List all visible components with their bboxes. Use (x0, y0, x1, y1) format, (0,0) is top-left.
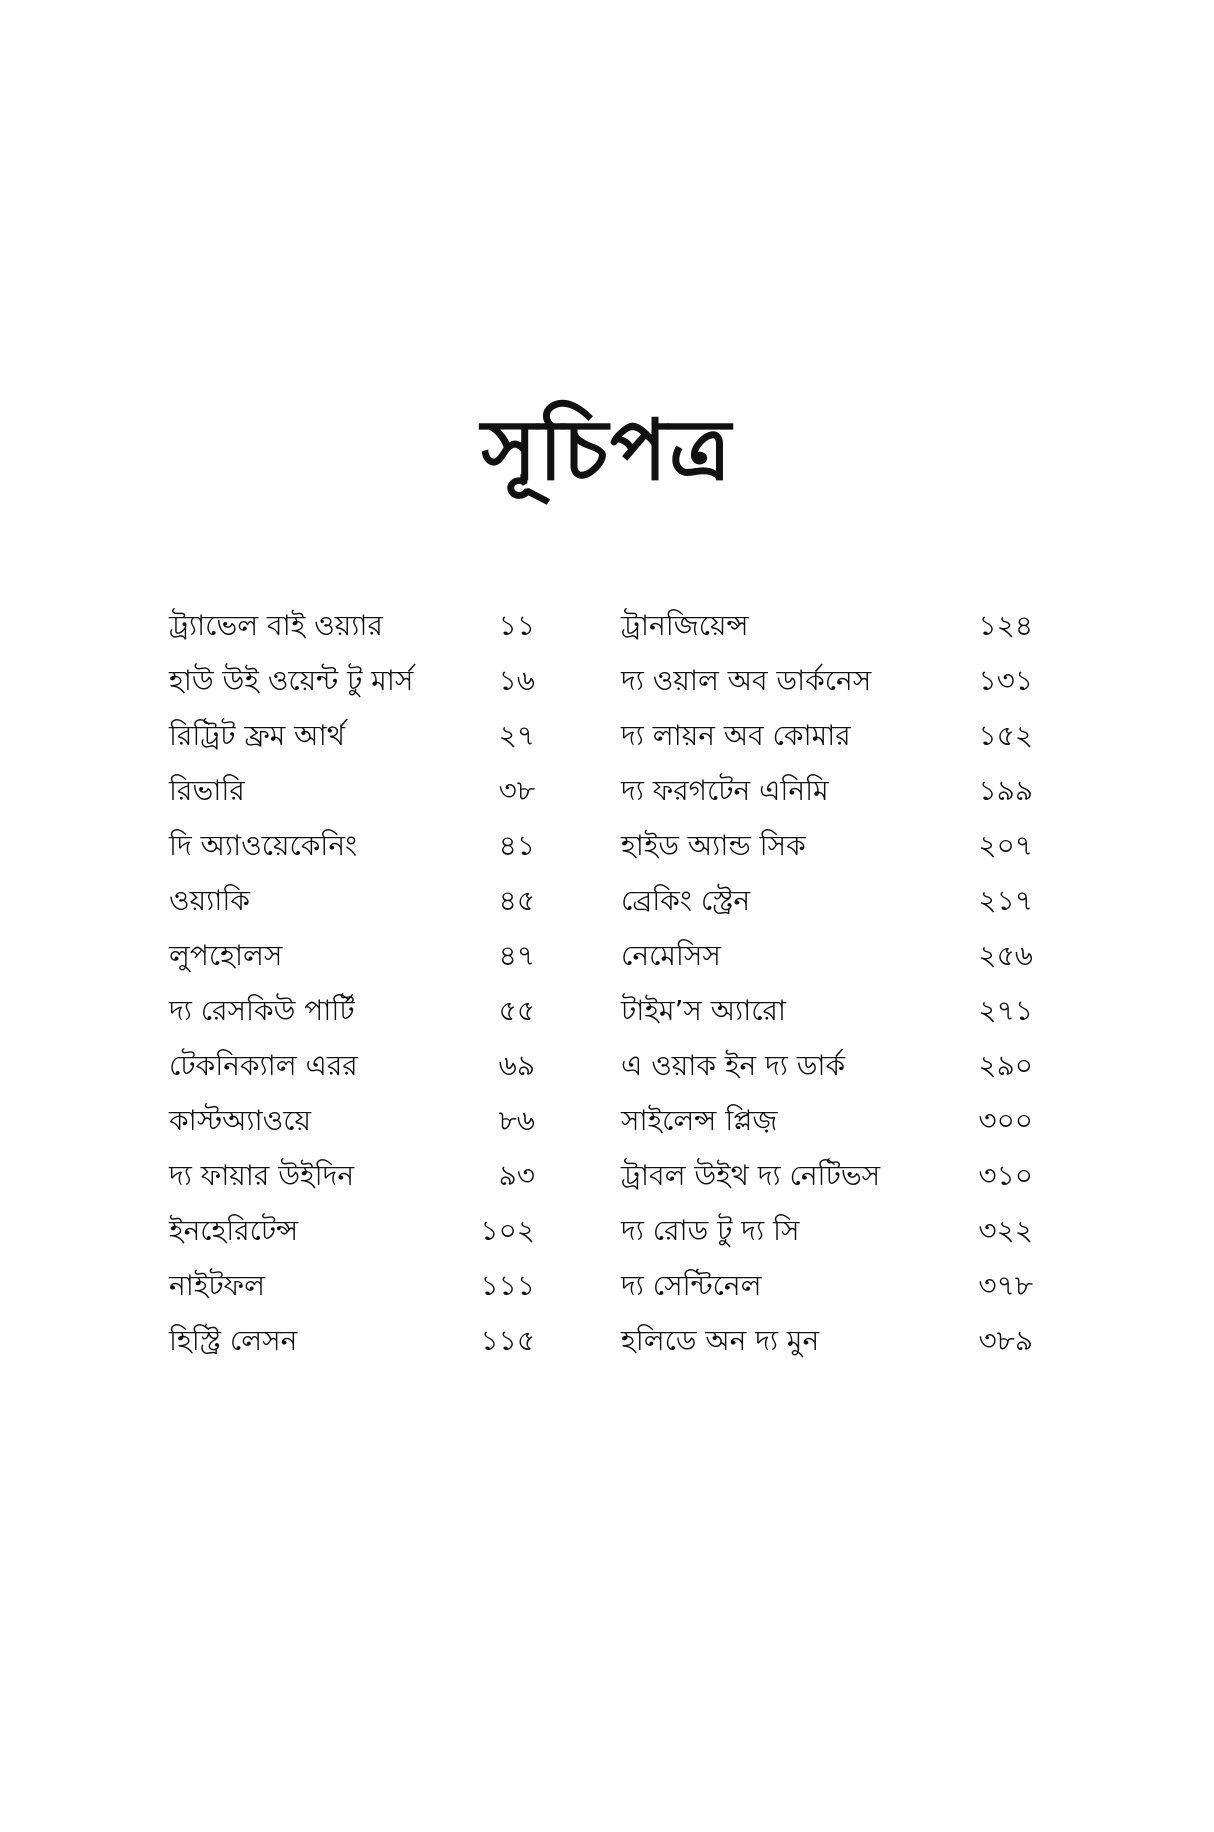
toc-entry[interactable] (621, 1203, 1033, 1258)
toc-entry-page: ১৯৯ (978, 774, 1033, 807)
toc-entry-page: ১২৪ (978, 609, 1033, 642)
toc-entry-title: ওয়্যাকি (169, 884, 250, 917)
toc-entry-title: এ ওয়াক ইন দ্য ডার্ক (621, 1049, 846, 1082)
toc-entry-title: রিট্রিট ফ্রম আর্থ (169, 719, 345, 752)
toc-entry[interactable] (169, 1038, 535, 1093)
toc-entry-title: হলিডে অন দ্য মুন (621, 1324, 820, 1357)
toc-entry-title: সাইলেন্স প্লিজ় (621, 1104, 778, 1137)
toc-entry-title: দ্য রেসকিউ পার্টি (169, 994, 355, 1027)
toc-entry-page: ৩৮৯ (978, 1324, 1033, 1357)
toc-entry-title: দি অ্যাওয়েকেনিং (169, 829, 358, 862)
toc-entry[interactable] (169, 818, 535, 873)
toc-entry[interactable] (169, 598, 535, 653)
toc-entry[interactable] (169, 1203, 535, 1258)
toc-entry[interactable] (169, 1258, 535, 1313)
toc-entry-page: ১৬ (498, 664, 535, 697)
toc-entry-title: ট্রাবল উইথ দ্য নেটিভস (621, 1159, 881, 1192)
toc-entry-title: ট্রানজিয়েন্স (621, 609, 749, 642)
toc-entry[interactable] (169, 983, 535, 1038)
toc-entry-page: ৩১০ (978, 1159, 1033, 1192)
toc-entry-page: ২১৭ (978, 884, 1033, 917)
toc-entry-page: ৩০০ (978, 1104, 1033, 1137)
toc-entry-title: ইনহেরিটেন্স (169, 1214, 299, 1247)
toc-entry-title: নাইটফল (169, 1269, 265, 1302)
toc-entry-title: দ্য ওয়াল অব ডার্কনেস (621, 664, 872, 697)
toc-entry[interactable] (621, 598, 1033, 653)
toc-entry[interactable] (621, 928, 1033, 983)
toc-entry-page: ৩৭৮ (978, 1269, 1033, 1302)
toc-entry-title: হাইড অ্যান্ড সিক (621, 829, 806, 862)
toc-entry-page: ১১ (498, 609, 535, 642)
toc-entry[interactable] (621, 983, 1033, 1038)
toc-entry[interactable] (169, 1313, 535, 1368)
toc-entry-page: ৩২২ (978, 1214, 1033, 1247)
toc-entry-title: টাইম’স অ্যারো (621, 994, 787, 1027)
toc-right-column (621, 598, 1033, 1368)
toc-entry-title: হাউ উই ওয়েন্ট টু মার্স (169, 664, 414, 697)
toc-entry-page: ২৫৬ (978, 939, 1033, 972)
toc-entry-page: ৩৮ (498, 774, 535, 807)
toc-entry-title: রিভারি (169, 774, 245, 807)
toc-entry-title: দ্য সেন্টিনেল (621, 1269, 762, 1302)
toc-entry[interactable] (621, 818, 1033, 873)
toc-left-column (169, 598, 535, 1368)
toc-entry[interactable] (169, 1093, 535, 1148)
toc-entry-page: ৫৫ (498, 994, 535, 1027)
toc-entry[interactable] (621, 1258, 1033, 1313)
toc-entry-title: ব্রেকিং স্ট্রেন (621, 884, 751, 917)
toc-entry[interactable] (621, 708, 1033, 763)
toc-entry-page: ২৯০ (978, 1049, 1033, 1082)
toc-entry-page: ১০২ (480, 1214, 535, 1247)
toc-entry[interactable] (621, 763, 1033, 818)
toc-entry[interactable] (169, 1148, 535, 1203)
toc-entry-title: হিস্ট্রি লেসন (169, 1324, 298, 1357)
toc-entry[interactable] (169, 928, 535, 983)
toc-entry-title: দ্য ফরগটেন এনিমি (621, 774, 829, 807)
toc-entry-title: দ্য ফায়ার উইদিন (169, 1159, 355, 1192)
toc-entry-page: ২৭১ (978, 994, 1033, 1027)
toc-entry-page: ৯৩ (498, 1159, 535, 1192)
toc-entry[interactable] (169, 708, 535, 763)
toc-entry[interactable] (169, 763, 535, 818)
toc-entry[interactable] (621, 653, 1033, 708)
toc-entry-title: দ্য রোড টু দ্য সি (621, 1214, 800, 1247)
toc-entry-page: ৪৭ (498, 939, 535, 972)
toc-entry-page: ২৭ (498, 719, 535, 752)
toc-entry-title: নেমেসিস (621, 939, 721, 972)
toc-entry-title: ট্র্যাভেল বাই ওয়্যার (169, 609, 383, 642)
toc-entry-page: ৪৫ (498, 884, 535, 917)
toc-entry-page: ১১৫ (480, 1324, 535, 1357)
toc-entry[interactable] (621, 1148, 1033, 1203)
toc-entry-page: ১১১ (480, 1269, 535, 1302)
toc-entry-title: লুপহোলস (169, 939, 283, 972)
toc-entry[interactable] (169, 873, 535, 928)
toc-entry-title: টেকনিক্যাল এরর (169, 1049, 358, 1082)
toc-entry[interactable] (169, 653, 535, 708)
toc-entry-page: ৪১ (498, 829, 535, 862)
toc-entry[interactable] (621, 1038, 1033, 1093)
toc-entry-page: ১৫২ (978, 719, 1033, 752)
toc-entry[interactable] (621, 873, 1033, 928)
toc-entry-page: ১৩১ (978, 664, 1033, 697)
toc-entry[interactable] (621, 1093, 1033, 1148)
toc-entry-page: ২০৭ (978, 829, 1033, 862)
toc-entry-page: ৬৯ (498, 1049, 535, 1082)
toc-entry[interactable] (621, 1313, 1033, 1368)
toc-entry-page: ৮৬ (498, 1104, 535, 1137)
page-title: সূচিপত্র (481, 401, 733, 499)
toc-entry-title: কাস্টঅ্যাওয়ে (169, 1104, 311, 1137)
toc-entry-title: দ্য লায়ন অব কোমার (621, 719, 851, 752)
